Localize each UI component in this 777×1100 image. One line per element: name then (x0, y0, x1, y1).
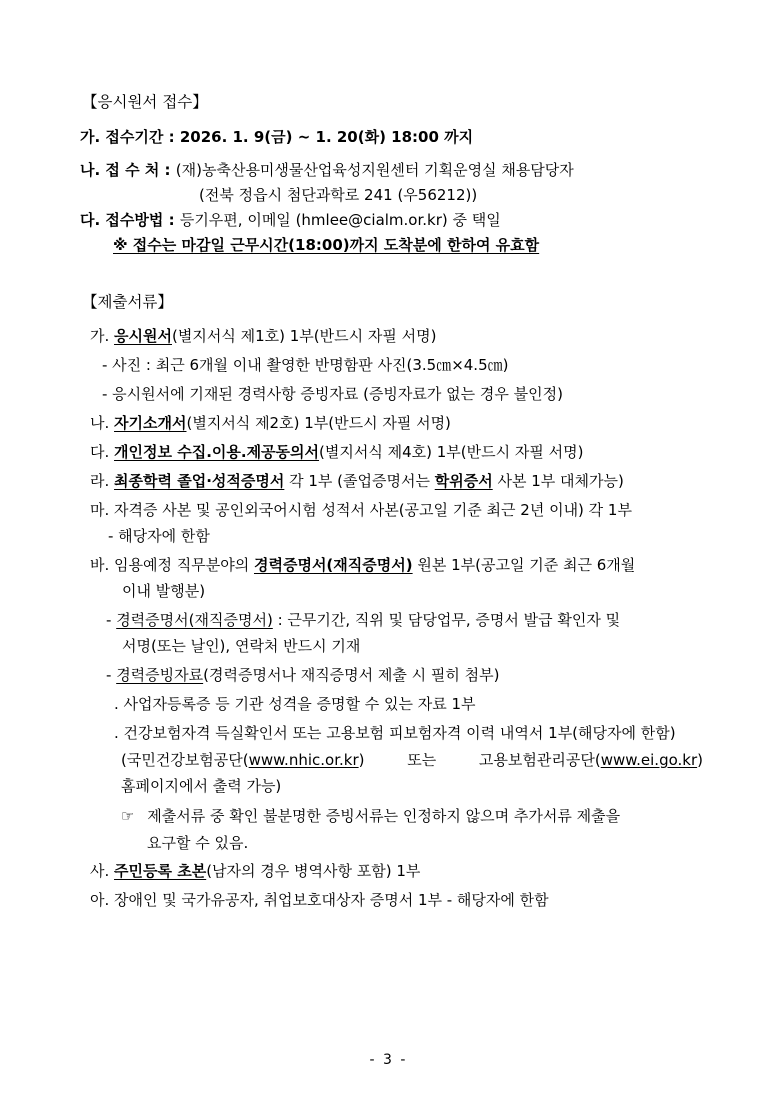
doc-item-na (90, 413, 451, 433)
source-text: (국민건강보험공단( (121, 751, 249, 769)
doc-ba-item2: . 건강보험자격 득실확인서 또는 고용보험 피보험자격 이력 내역서 1부(해당자에 한함) (114, 724, 676, 742)
source-text: ) (697, 751, 703, 769)
note-text: 제출서류 중 확인 불분명한 증빙서류는 인정하지 않으며 추가서류 제출을 (147, 807, 621, 825)
item-detail: 사본 1부 대체가능) (492, 472, 624, 490)
doc-name-career-cert: 경력증명서(재직증명서) (253, 556, 413, 574)
doc-name-privacy-consent: 개인정보 수집.이용.제공동의서 (114, 443, 320, 461)
nhic-link[interactable]: www.nhic.or.kr (248, 751, 359, 769)
doc-ma-note: - 해당자에 한함 (108, 527, 210, 545)
method-label: 다. 접수방법 : (80, 211, 180, 229)
period-value: 2026. 1. 9(금) ~ 1. 20(화) 18:00 까지 (179, 128, 474, 146)
item-detail: (별지서식 제1호) 1부(반드시 자필 서명) (172, 327, 437, 345)
dash: - (106, 611, 117, 629)
item-prefix: 나. (90, 414, 115, 432)
place-value: (재)농축산용미생물산업육성지원센터 기획운영실 채용담당자 (175, 161, 574, 179)
item-detail: 원본 1부(공고일 기준 최근 6개월 (412, 556, 636, 574)
item-prefix: 라. (90, 472, 115, 490)
ei-source (479, 750, 703, 770)
source-text: 고용보험관리공단( (478, 751, 601, 769)
doc-ba-sub1 (106, 610, 620, 630)
source-text: ) (358, 751, 365, 769)
doc-item-ra (90, 471, 624, 491)
reception-period (80, 127, 473, 147)
doc-item-da (90, 442, 583, 462)
doc-ba-line2: 이내 발행분) (122, 582, 206, 600)
doc-name-education: 최종학력 졸업·성적증명서 (114, 472, 285, 490)
item-prefix: 사. (90, 862, 115, 880)
nhic-source (121, 750, 364, 770)
ei-link[interactable]: www.ei.go.kr (600, 751, 698, 769)
doc-ba-sub2 (106, 665, 500, 685)
doc-name-diploma: 학위증서 (434, 472, 493, 490)
dash: - (106, 666, 117, 684)
doc-ba-item1: . 사업자등록증 등 기관 성격을 증명할 수 있는 자료 1부 (114, 695, 476, 713)
doc-item-sa (90, 861, 420, 881)
reception-address: (전북 정읍시 첨단과학로 241 (우56212)) (199, 186, 478, 204)
item-detail: (경력증명서나 재직증명서 제출 시 필히 첨부) (203, 666, 500, 684)
documents-heading: 【제출서류】 (82, 293, 173, 311)
doc-name-application: 응시원서 (114, 327, 172, 345)
reception-notice: ※ 접수는 마감일 근무시간(18:00)까지 도착분에 한하여 유효함 (113, 236, 540, 254)
item-detail: (별지서식 제2호) 1부(반드시 자필 서명) (186, 414, 451, 432)
reception-heading: 【응시원서 접수】 (82, 93, 208, 111)
doc-name-career-evidence: 경력증빙자료 (116, 666, 204, 684)
place-label: 나. 접 수 처 : (80, 161, 176, 179)
doc-item-ma: 마. 자격증 사본 및 공인외국어시험 성적서 사본(공고일 기준 최근 2년 이내) 각 1부 (90, 501, 632, 519)
reception-place (80, 160, 574, 180)
doc-ba-note-line2: 요구할 수 있음. (147, 834, 249, 852)
doc-ga-career-proof: - 응시원서에 기재된 경력사항 증빙자료 (증빙자료가 없는 경우 불인정) (102, 385, 563, 403)
doc-item-ah: 아. 장애인 및 국가유공자, 취업보호대상자 증명서 1부 - 해당자에 한함 (90, 891, 549, 909)
item-detail: (별지서식 제4호) 1부(반드시 자필 서명) (319, 443, 584, 461)
doc-ba-sub1-line2: 서명(또는 날인), 연락처 반드시 기재 (122, 637, 361, 655)
doc-ba-item2-sources (121, 750, 703, 770)
method-value: 등기우편, 이메일 (hmlee@cialm.or.kr) 중 택일 (179, 211, 501, 229)
doc-name-resident-abstract: 주민등록 초본 (114, 862, 207, 880)
item-prefix: 다. (90, 443, 115, 461)
item-prefix: 가. (90, 327, 115, 345)
item-prefix: 바. 임용예정 직무분야의 (90, 556, 254, 574)
doc-ga-photo: - 사진 : 최근 6개월 이내 촬영한 반명함판 사진(3.5㎝×4.5㎝) (102, 356, 509, 374)
or-text: 또는 (407, 751, 437, 769)
doc-ba-note (121, 806, 620, 826)
pointing-hand-icon: ☞ (121, 807, 135, 825)
doc-item-ga (90, 326, 436, 346)
item-detail: : 근무기간, 직위 및 담당업무, 증명서 발급 확인자 및 (272, 611, 621, 629)
item-detail: 각 1부 (졸업증명서는 (284, 472, 435, 490)
doc-item-ba (90, 555, 635, 575)
item-detail: (남자의 경우 병역사항 포함) 1부 (206, 862, 421, 880)
page-number: - 3 - (369, 1052, 408, 1068)
doc-ba-item2-line3: 홈페이지에서 출력 가능) (121, 777, 282, 795)
period-label: 가. 접수기간 : (80, 128, 180, 146)
doc-name-self-intro: 자기소개서 (114, 414, 187, 432)
reception-method (80, 210, 501, 230)
doc-name-career-cert-sub: 경력증명서(재직증명서) (116, 611, 273, 629)
